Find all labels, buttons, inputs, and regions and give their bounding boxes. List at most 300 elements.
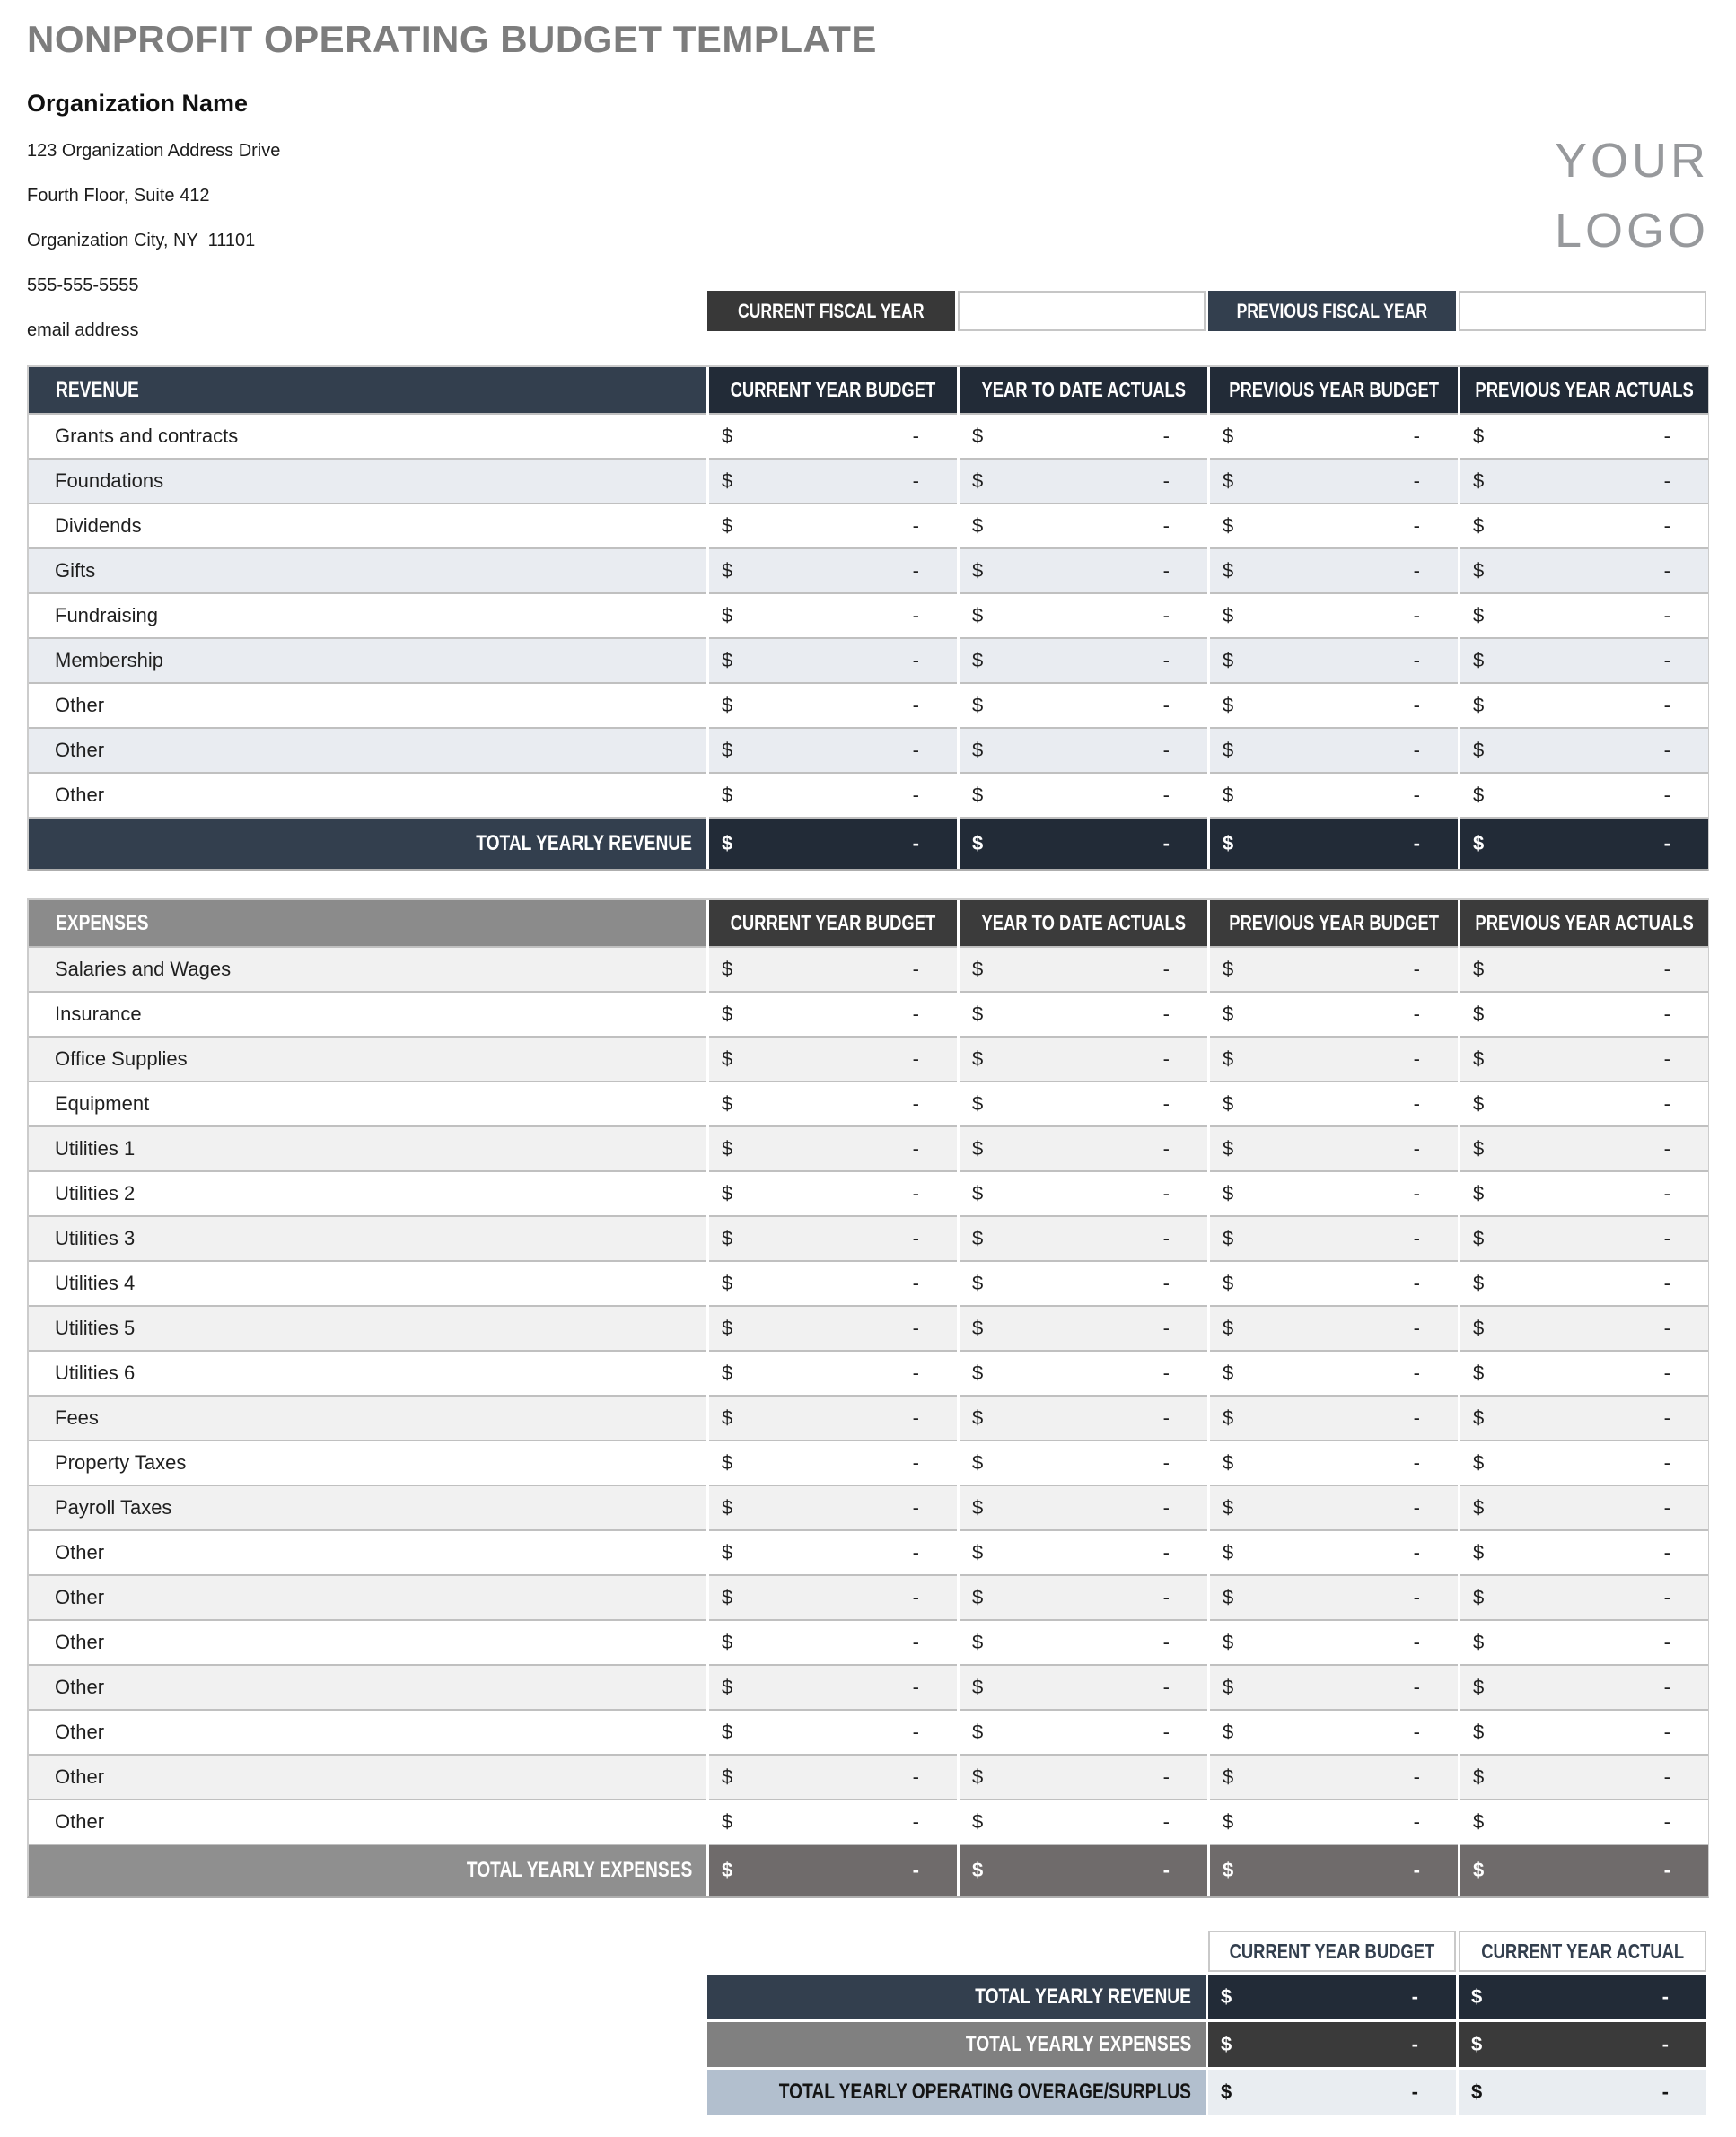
logo-line-2: LOGO bbox=[1554, 204, 1709, 258]
amount-cell[interactable] bbox=[1210, 1711, 1458, 1756]
amount-cell[interactable] bbox=[960, 594, 1207, 639]
currency-symbol: $ bbox=[1473, 694, 1485, 716]
row-label-cell[interactable]: Insurance bbox=[29, 993, 706, 1038]
amount-cell[interactable] bbox=[960, 639, 1207, 684]
amount-cell[interactable] bbox=[960, 460, 1207, 504]
amount-value: - bbox=[1413, 514, 1420, 537]
row-label-cell[interactable]: Utilities 6 bbox=[29, 1352, 706, 1397]
amount-value: - bbox=[1413, 1541, 1420, 1563]
currency-symbol: $ bbox=[1473, 1676, 1485, 1698]
summary-section bbox=[27, 1931, 1709, 2115]
amount-cell[interactable] bbox=[1460, 415, 1708, 460]
currency-symbol: $ bbox=[722, 1227, 733, 1249]
amount-cell[interactable] bbox=[1460, 1486, 1708, 1531]
amount-value: - bbox=[1162, 1317, 1170, 1339]
amount-cell[interactable] bbox=[1210, 993, 1458, 1038]
total-amount-cell: $ - bbox=[1460, 819, 1708, 869]
amount-cell[interactable] bbox=[1210, 1800, 1458, 1845]
amount-value: - bbox=[912, 1272, 919, 1294]
amount-cell[interactable] bbox=[960, 1531, 1207, 1576]
row-label-cell[interactable]: Membership bbox=[29, 639, 706, 684]
amount-value: - bbox=[1663, 1676, 1670, 1698]
row-label-cell[interactable]: Equipment bbox=[29, 1082, 706, 1127]
row-label-cell[interactable]: Payroll Taxes bbox=[29, 1486, 706, 1531]
amount-cell[interactable] bbox=[960, 415, 1207, 460]
currency-symbol: $ bbox=[722, 1047, 733, 1070]
amount-cell[interactable] bbox=[1210, 1038, 1458, 1082]
amount-cell[interactable] bbox=[960, 1172, 1207, 1217]
amount-value: - bbox=[1413, 1451, 1420, 1474]
amount-cell[interactable] bbox=[1210, 1531, 1458, 1576]
summary-column-header-current-year-budget: CURRENT YEAR BUDGET bbox=[1208, 1931, 1456, 1972]
amount-cell[interactable] bbox=[1460, 504, 1708, 549]
summary-total-revenue-label: TOTAL YEARLY REVENUE bbox=[707, 1975, 1206, 2019]
amount-cell[interactable] bbox=[960, 1666, 1207, 1711]
column-header-year-to-date-actuals: YEAR TO DATE ACTUALS bbox=[960, 367, 1207, 415]
currency-symbol: $ bbox=[1223, 1586, 1234, 1608]
amount-cell[interactable] bbox=[1210, 460, 1458, 504]
amount-cell[interactable] bbox=[960, 774, 1207, 819]
amount-cell[interactable] bbox=[709, 1531, 957, 1576]
amount-cell[interactable] bbox=[1210, 1397, 1458, 1441]
amount-cell[interactable] bbox=[1460, 1262, 1708, 1307]
amount-value: - bbox=[1663, 739, 1670, 761]
amount-cell[interactable] bbox=[1460, 1441, 1708, 1486]
currency-symbol: $ bbox=[1473, 1092, 1485, 1115]
amount-cell[interactable] bbox=[960, 993, 1207, 1038]
amount-cell[interactable] bbox=[1210, 1127, 1458, 1172]
amount-cell[interactable] bbox=[709, 1082, 957, 1127]
row-label-cell[interactable]: Other bbox=[29, 1531, 706, 1576]
amount-value: - bbox=[1162, 1227, 1170, 1249]
amount-value: - bbox=[1663, 1496, 1670, 1519]
row-label-cell[interactable]: Utilities 2 bbox=[29, 1172, 706, 1217]
amount-cell[interactable] bbox=[1210, 1307, 1458, 1352]
currency-symbol: $ bbox=[722, 784, 733, 806]
row-label-cell[interactable]: Other bbox=[29, 729, 706, 774]
currency-symbol: $ bbox=[1473, 1586, 1485, 1608]
amount-cell[interactable] bbox=[1460, 1397, 1708, 1441]
currency-symbol: $ bbox=[722, 1451, 733, 1474]
organization-phone[interactable]: 555-555-5555 bbox=[27, 276, 139, 295]
amount-cell[interactable] bbox=[960, 1486, 1207, 1531]
amount-value: - bbox=[1663, 469, 1670, 492]
amount-value: - bbox=[912, 1496, 919, 1519]
currency-symbol: $ bbox=[1473, 1362, 1485, 1384]
row-label-cell[interactable]: Other bbox=[29, 1756, 706, 1800]
amount-value: - bbox=[1413, 1586, 1420, 1608]
amount-value: - bbox=[1162, 1451, 1170, 1474]
total-amount-cell: $ - bbox=[709, 819, 957, 869]
currency-symbol: $ bbox=[722, 1406, 733, 1429]
currency-symbol: $ bbox=[972, 1810, 984, 1833]
expenses-section-header: EXPENSES bbox=[29, 900, 706, 948]
amount-cell[interactable] bbox=[1210, 1621, 1458, 1666]
current-fiscal-year-input[interactable] bbox=[958, 291, 1206, 331]
amount-cell[interactable] bbox=[960, 1038, 1207, 1082]
amount-cell[interactable] bbox=[1460, 1576, 1708, 1621]
currency-symbol: $ bbox=[1473, 1272, 1485, 1294]
amount-cell[interactable] bbox=[1460, 1531, 1708, 1576]
currency-symbol: $ bbox=[1223, 1362, 1234, 1384]
amount-value: - bbox=[1413, 425, 1420, 447]
amount-cell[interactable] bbox=[960, 1352, 1207, 1397]
amount-cell[interactable] bbox=[1210, 1082, 1458, 1127]
amount-cell[interactable] bbox=[709, 1217, 957, 1262]
amount-cell[interactable] bbox=[1460, 1082, 1708, 1127]
currency-symbol: $ bbox=[972, 958, 984, 980]
amount-cell[interactable] bbox=[1210, 504, 1458, 549]
amount-value: - bbox=[1413, 1631, 1420, 1653]
amount-value: - bbox=[1413, 1496, 1420, 1519]
amount-cell[interactable] bbox=[709, 1666, 957, 1711]
amount-value: - bbox=[912, 514, 919, 537]
amount-cell[interactable] bbox=[709, 1576, 957, 1621]
row-label-cell[interactable]: Other bbox=[29, 1711, 706, 1756]
amount-cell[interactable] bbox=[960, 948, 1207, 993]
currency-symbol: $ bbox=[1473, 1721, 1485, 1743]
row-label-cell[interactable]: Grants and contracts bbox=[29, 415, 706, 460]
currency-symbol: $ bbox=[972, 1541, 984, 1563]
currency-symbol: $ bbox=[1473, 469, 1485, 492]
row-label-cell[interactable]: Dividends bbox=[29, 504, 706, 549]
amount-cell[interactable] bbox=[709, 1711, 957, 1756]
previous-fiscal-year-input[interactable] bbox=[1459, 291, 1706, 331]
amount-cell[interactable] bbox=[709, 504, 957, 549]
organization-address-line2[interactable]: Fourth Floor, Suite 412 bbox=[27, 186, 210, 206]
column-header-previous-year-budget: PREVIOUS YEAR BUDGET bbox=[1210, 900, 1458, 948]
amount-cell[interactable] bbox=[960, 684, 1207, 729]
amount-cell[interactable] bbox=[1210, 594, 1458, 639]
previous-fiscal-year-header: PREVIOUS FISCAL YEAR bbox=[1208, 291, 1456, 331]
currency-symbol: $ bbox=[1473, 958, 1485, 980]
row-label-cell[interactable]: Other bbox=[29, 1576, 706, 1621]
total-yearly-revenue-label: TOTAL YEARLY REVENUE bbox=[29, 819, 706, 869]
amount-cell[interactable] bbox=[709, 729, 957, 774]
expenses-rows bbox=[29, 948, 1707, 1845]
row-label-cell[interactable]: Other bbox=[29, 1621, 706, 1666]
amount-value: - bbox=[1663, 425, 1670, 447]
amount-value: - bbox=[1663, 958, 1670, 980]
summary-column-header-current-year-actual: CURRENT YEAR ACTUAL bbox=[1459, 1931, 1706, 1972]
amount-value: - bbox=[912, 784, 919, 806]
amount-cell[interactable] bbox=[1460, 594, 1708, 639]
amount-value: - bbox=[1413, 958, 1420, 980]
amount-cell[interactable] bbox=[960, 1082, 1207, 1127]
organization-name[interactable]: Organization Name bbox=[27, 90, 249, 117]
currency-symbol: $ bbox=[1473, 1631, 1485, 1653]
amount-value: - bbox=[912, 1003, 919, 1025]
amount-cell[interactable] bbox=[1210, 1217, 1458, 1262]
currency-symbol: $ bbox=[722, 1765, 733, 1788]
currency-symbol: $ bbox=[1473, 1047, 1485, 1070]
currency-symbol: $ bbox=[1223, 1810, 1234, 1833]
amount-value: - bbox=[1162, 1272, 1170, 1294]
currency-symbol: $ bbox=[1223, 1496, 1234, 1519]
row-label-cell[interactable]: Office Supplies bbox=[29, 1038, 706, 1082]
currency-symbol: $ bbox=[972, 469, 984, 492]
currency-symbol: $ bbox=[1473, 1406, 1485, 1429]
amount-cell[interactable] bbox=[1210, 1756, 1458, 1800]
currency-symbol: $ bbox=[972, 694, 984, 716]
amount-cell[interactable] bbox=[1210, 1576, 1458, 1621]
amount-value: - bbox=[1413, 1765, 1420, 1788]
amount-value: - bbox=[1413, 1003, 1420, 1025]
currency-symbol: $ bbox=[1473, 649, 1485, 671]
amount-cell[interactable] bbox=[1460, 1127, 1708, 1172]
amount-value: - bbox=[912, 1362, 919, 1384]
currency-symbol: $ bbox=[1223, 958, 1234, 980]
organization-email[interactable]: email address bbox=[27, 320, 139, 340]
currency-symbol: $ bbox=[972, 1721, 984, 1743]
amount-value: - bbox=[912, 1317, 919, 1339]
row-label-cell[interactable]: Fundraising bbox=[29, 594, 706, 639]
currency-symbol: $ bbox=[1473, 1227, 1485, 1249]
currency-symbol: $ bbox=[1473, 1765, 1485, 1788]
amount-value: - bbox=[1413, 739, 1420, 761]
currency-symbol: $ bbox=[1473, 1810, 1485, 1833]
amount-cell[interactable] bbox=[960, 504, 1207, 549]
currency-symbol: $ bbox=[972, 1182, 984, 1204]
amount-cell[interactable] bbox=[709, 1800, 957, 1845]
summary-overage-surplus-label: TOTAL YEARLY OPERATING OVERAGE/SURPLUS bbox=[707, 2070, 1206, 2115]
amount-cell[interactable] bbox=[709, 1172, 957, 1217]
organization-address-line3[interactable]: Organization City, NY 11101 bbox=[27, 231, 256, 250]
amount-cell[interactable] bbox=[709, 415, 957, 460]
currency-symbol: $ bbox=[722, 1721, 733, 1743]
currency-symbol: $ bbox=[972, 1586, 984, 1608]
currency-symbol: $ bbox=[972, 649, 984, 671]
amount-value: - bbox=[1663, 1810, 1670, 1833]
summary-amount-cell: $ - bbox=[1459, 2070, 1706, 2115]
amount-cell[interactable] bbox=[960, 1756, 1207, 1800]
amount-cell[interactable] bbox=[960, 1441, 1207, 1486]
revenue-total-row bbox=[29, 819, 1707, 869]
amount-cell[interactable] bbox=[1210, 1352, 1458, 1397]
amount-cell[interactable] bbox=[1210, 729, 1458, 774]
amount-cell[interactable] bbox=[1460, 1621, 1708, 1666]
amount-value: - bbox=[1162, 1631, 1170, 1653]
currency-symbol: $ bbox=[1223, 1047, 1234, 1070]
row-label-cell[interactable]: Other bbox=[29, 1666, 706, 1711]
amount-value: - bbox=[912, 1721, 919, 1743]
row-label-cell[interactable]: Utilities 1 bbox=[29, 1127, 706, 1172]
amount-cell[interactable] bbox=[709, 1127, 957, 1172]
currency-symbol: $ bbox=[1223, 784, 1234, 806]
currency-symbol: $ bbox=[1223, 1765, 1234, 1788]
amount-value: - bbox=[1162, 1541, 1170, 1563]
amount-cell[interactable] bbox=[1210, 1441, 1458, 1486]
currency-symbol: $ bbox=[972, 1137, 984, 1160]
amount-cell[interactable] bbox=[1460, 948, 1708, 993]
row-label-cell[interactable]: Gifts bbox=[29, 549, 706, 594]
currency-symbol: $ bbox=[1223, 739, 1234, 761]
row-label-cell[interactable]: Other bbox=[29, 1800, 706, 1845]
amount-cell[interactable] bbox=[960, 1307, 1207, 1352]
amount-cell[interactable] bbox=[1460, 1756, 1708, 1800]
amount-cell[interactable] bbox=[1210, 684, 1458, 729]
amount-value: - bbox=[1663, 649, 1670, 671]
amount-cell[interactable] bbox=[1460, 684, 1708, 729]
currency-symbol: $ bbox=[1223, 1541, 1234, 1563]
amount-value: - bbox=[1413, 1137, 1420, 1160]
amount-cell[interactable] bbox=[1460, 1666, 1708, 1711]
row-label-cell[interactable]: Foundations bbox=[29, 460, 706, 504]
revenue-header-row bbox=[29, 367, 1707, 415]
currency-symbol: $ bbox=[1473, 1451, 1485, 1474]
amount-cell[interactable] bbox=[709, 460, 957, 504]
amount-cell[interactable] bbox=[960, 1127, 1207, 1172]
amount-cell[interactable] bbox=[1460, 549, 1708, 594]
currency-symbol: $ bbox=[1473, 1182, 1485, 1204]
summary-total-expenses-label: TOTAL YEARLY EXPENSES bbox=[707, 2022, 1206, 2067]
amount-value: - bbox=[1162, 1182, 1170, 1204]
row-label-cell[interactable]: Utilities 4 bbox=[29, 1262, 706, 1307]
amount-cell[interactable] bbox=[1460, 1711, 1708, 1756]
expenses-header-row bbox=[29, 900, 1707, 948]
amount-cell[interactable] bbox=[1210, 549, 1458, 594]
amount-cell[interactable] bbox=[1210, 948, 1458, 993]
amount-cell[interactable] bbox=[1460, 639, 1708, 684]
amount-cell[interactable] bbox=[709, 1038, 957, 1082]
amount-value: - bbox=[1162, 1676, 1170, 1698]
total-amount-cell: $ - bbox=[960, 819, 1207, 869]
total-yearly-expenses-label: TOTAL YEARLY EXPENSES bbox=[29, 1845, 706, 1896]
currency-symbol: $ bbox=[1223, 1272, 1234, 1294]
amount-cell[interactable] bbox=[709, 639, 957, 684]
amount-cell[interactable] bbox=[1210, 1262, 1458, 1307]
amount-value: - bbox=[1413, 1272, 1420, 1294]
amount-cell[interactable] bbox=[1210, 1666, 1458, 1711]
amount-cell[interactable] bbox=[709, 1307, 957, 1352]
amount-value: - bbox=[1413, 784, 1420, 806]
amount-cell[interactable] bbox=[709, 684, 957, 729]
amount-cell[interactable] bbox=[1460, 1352, 1708, 1397]
row-label-cell[interactable]: Other bbox=[29, 774, 706, 819]
amount-cell[interactable] bbox=[960, 729, 1207, 774]
amount-cell[interactable] bbox=[709, 549, 957, 594]
amount-cell[interactable] bbox=[1210, 774, 1458, 819]
expenses-table bbox=[27, 898, 1709, 1898]
currency-symbol: $ bbox=[972, 1765, 984, 1788]
currency-symbol: $ bbox=[972, 1227, 984, 1249]
amount-cell[interactable] bbox=[960, 1800, 1207, 1845]
amount-cell[interactable] bbox=[1460, 1800, 1708, 1845]
currency-symbol: $ bbox=[972, 604, 984, 626]
amount-value: - bbox=[1413, 649, 1420, 671]
amount-cell[interactable] bbox=[1210, 639, 1458, 684]
amount-value: - bbox=[1663, 1003, 1670, 1025]
amount-value: - bbox=[1162, 514, 1170, 537]
amount-cell[interactable] bbox=[1210, 1486, 1458, 1531]
currency-symbol: $ bbox=[722, 694, 733, 716]
amount-value: - bbox=[1413, 1676, 1420, 1698]
currency-symbol: $ bbox=[1473, 739, 1485, 761]
amount-value: - bbox=[912, 1227, 919, 1249]
amount-cell[interactable] bbox=[1460, 460, 1708, 504]
amount-cell[interactable] bbox=[1460, 774, 1708, 819]
amount-value: - bbox=[1162, 1137, 1170, 1160]
amount-cell[interactable] bbox=[709, 1397, 957, 1441]
amount-cell[interactable] bbox=[960, 1711, 1207, 1756]
amount-value: - bbox=[912, 1047, 919, 1070]
row-label-cell[interactable]: Utilities 5 bbox=[29, 1307, 706, 1352]
amount-cell[interactable] bbox=[709, 1756, 957, 1800]
amount-value: - bbox=[912, 559, 919, 582]
amount-cell[interactable] bbox=[960, 549, 1207, 594]
currency-symbol: $ bbox=[722, 469, 733, 492]
currency-symbol: $ bbox=[972, 1317, 984, 1339]
amount-cell[interactable] bbox=[1460, 729, 1708, 774]
amount-value: - bbox=[912, 1451, 919, 1474]
amount-cell[interactable] bbox=[960, 1621, 1207, 1666]
currency-symbol: $ bbox=[722, 1182, 733, 1204]
amount-value: - bbox=[1162, 469, 1170, 492]
row-label-cell[interactable]: Property Taxes bbox=[29, 1441, 706, 1486]
amount-cell[interactable] bbox=[709, 993, 957, 1038]
amount-cell[interactable] bbox=[709, 948, 957, 993]
amount-value: - bbox=[912, 694, 919, 716]
amount-cell[interactable] bbox=[1210, 1172, 1458, 1217]
row-label-cell[interactable]: Salaries and Wages bbox=[29, 948, 706, 993]
amount-cell[interactable] bbox=[709, 1486, 957, 1531]
amount-cell[interactable] bbox=[1460, 993, 1708, 1038]
amount-value: - bbox=[1663, 1406, 1670, 1429]
amount-value: - bbox=[1663, 1317, 1670, 1339]
total-amount-cell: $ - bbox=[960, 1845, 1207, 1896]
currency-symbol: $ bbox=[1473, 1003, 1485, 1025]
amount-value: - bbox=[1162, 1003, 1170, 1025]
row-label-cell[interactable]: Utilities 3 bbox=[29, 1217, 706, 1262]
row-label-cell[interactable]: Other bbox=[29, 684, 706, 729]
currency-symbol: $ bbox=[1223, 1317, 1234, 1339]
amount-cell[interactable] bbox=[960, 1576, 1207, 1621]
amount-cell[interactable] bbox=[960, 1262, 1207, 1307]
amount-cell[interactable] bbox=[960, 1397, 1207, 1441]
total-amount-cell: $ - bbox=[709, 1845, 957, 1896]
amount-cell[interactable] bbox=[709, 774, 957, 819]
currency-symbol: $ bbox=[1473, 1496, 1485, 1519]
amount-cell[interactable] bbox=[1460, 1307, 1708, 1352]
amount-cell[interactable] bbox=[709, 594, 957, 639]
amount-value: - bbox=[1162, 1586, 1170, 1608]
currency-symbol: $ bbox=[972, 1631, 984, 1653]
amount-cell[interactable] bbox=[709, 1621, 957, 1666]
amount-cell[interactable] bbox=[1460, 1217, 1708, 1262]
amount-value: - bbox=[1162, 1765, 1170, 1788]
summary-amount-cell: $ - bbox=[1459, 1975, 1706, 2019]
amount-value: - bbox=[912, 1406, 919, 1429]
currency-symbol: $ bbox=[722, 559, 733, 582]
amount-cell[interactable] bbox=[709, 1352, 957, 1397]
amount-cell[interactable] bbox=[1210, 415, 1458, 460]
amount-value: - bbox=[1162, 1406, 1170, 1429]
currency-symbol: $ bbox=[972, 1362, 984, 1384]
summary-amount-cell: $ - bbox=[1459, 2022, 1706, 2067]
currency-symbol: $ bbox=[1473, 1317, 1485, 1339]
currency-symbol: $ bbox=[1223, 649, 1234, 671]
currency-symbol: $ bbox=[722, 1362, 733, 1384]
amount-cell[interactable] bbox=[1460, 1172, 1708, 1217]
currency-symbol: $ bbox=[972, 1272, 984, 1294]
amount-cell[interactable] bbox=[960, 1217, 1207, 1262]
amount-cell[interactable] bbox=[709, 1262, 957, 1307]
amount-cell[interactable] bbox=[709, 1441, 957, 1486]
organization-address-line1[interactable]: 123 Organization Address Drive bbox=[27, 141, 281, 161]
row-label-cell[interactable]: Fees bbox=[29, 1397, 706, 1441]
currency-symbol: $ bbox=[972, 514, 984, 537]
amount-cell[interactable] bbox=[1460, 1038, 1708, 1082]
